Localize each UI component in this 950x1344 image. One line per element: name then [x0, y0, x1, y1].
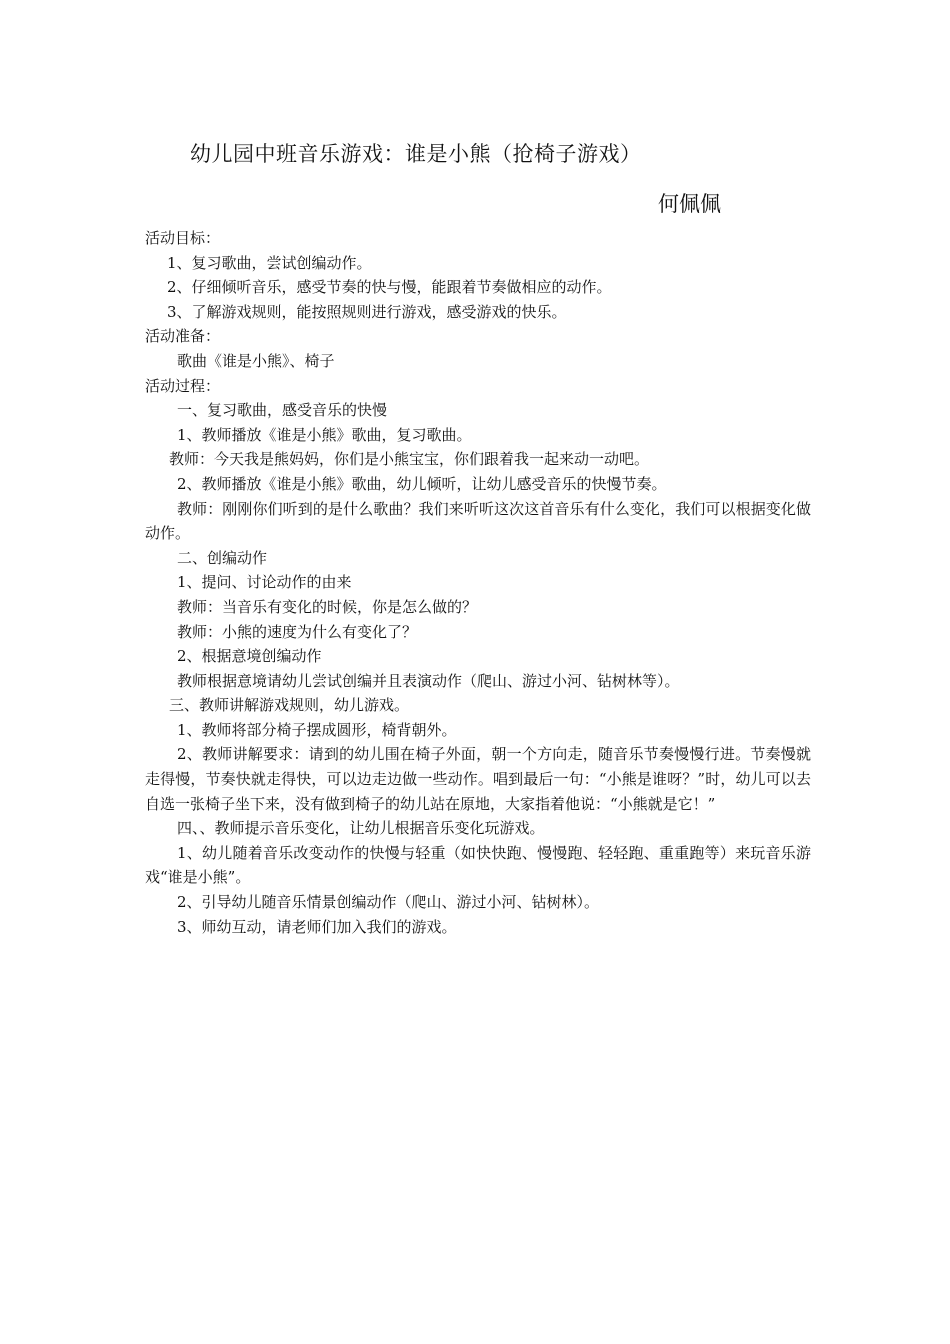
document-author: 何佩佩: [658, 192, 721, 216]
process-item: 1、提问、讨论动作的由来: [177, 573, 352, 592]
process-paragraph: 1、幼儿随着音乐改变动作的快慢与轻重（如快快跑、慢慢跑、轻轻跑、重重跑等）来玩音乐游戏“谁是小熊”。: [145, 843, 811, 887]
process-item: 1、教师播放《谁是小熊》歌曲，复习歌曲。: [177, 425, 472, 444]
process-item: 教师：小熊的速度为什么有变化了？: [177, 622, 418, 641]
process-step-heading: 一、复习歌曲，感受音乐的快慢: [177, 401, 388, 420]
process-step-heading: 三、教师讲解游戏规则，幼儿游戏。: [169, 696, 410, 715]
process-item: 1、教师将部分椅子摆成圆形，椅背朝外。: [177, 720, 457, 739]
goal-item: 1、复习歌曲，尝试创编动作。: [167, 253, 372, 272]
process-item: 3、师幼互动，请老师们加入我们的游戏。: [177, 917, 457, 936]
process-item: 2、教师播放《谁是小熊》歌曲，幼儿倾听，让幼儿感受音乐的快慢节奏。: [177, 474, 667, 493]
section-heading-goals: 活动目标：: [145, 229, 221, 247]
goal-item: 3、了解游戏规则，能按照规则进行游戏，感受游戏的快乐。: [167, 302, 567, 321]
process-item: 2、引导幼儿随音乐情景创编动作（爬山、游过小河、钻树林）。: [177, 893, 600, 912]
process-paragraph: 教师：刚刚你们听到的是什么歌曲？我们来听听这次这首音乐有什么变化，我们可以根据变化做动作。: [145, 499, 811, 543]
process-step-heading: 二、创编动作: [177, 548, 268, 567]
process-paragraph: 2、教师讲解要求：请到的幼儿围在椅子外面，朝一个方向走，随音乐节奏慢慢行进。节奏慢就走得慢，节奏快就走得快，可以边走边做一些动作。唱到最后一句：“小熊是谁呀？”时，幼儿可以去自选一张椅子坐下来，没有做到椅子的幼儿站在原地，大家指着他说：“小熊就是它！”: [145, 745, 811, 813]
goal-item: 2、仔细倾听音乐，感受节奏的快与慢，能跟着节奏做相应的动作。: [167, 278, 612, 297]
process-item: 2、根据意境创编动作: [177, 647, 322, 666]
process-step-heading: 四、、教师提示音乐变化，让幼儿根据音乐变化玩游戏。: [177, 819, 545, 838]
preparation-item: 歌曲《谁是小熊》、椅子: [177, 351, 335, 370]
document-body: [145, 226, 811, 939]
document-title: 幼儿园中班音乐游戏：谁是小熊（抢椅子游戏）: [190, 142, 642, 166]
section-heading-preparation: 活动准备：: [145, 327, 221, 346]
process-item: 教师：当音乐有变化的时候，你是怎么做的？: [177, 597, 478, 616]
process-item: 教师根据意境请幼儿尝试创编并且表演动作（爬山、游过小河、钻树林等）。: [177, 671, 680, 690]
process-item: 教师：今天我是熊妈妈，你们是小熊宝宝，你们跟着我一起来动一动吧。: [169, 450, 650, 469]
section-heading-process: 活动过程：: [145, 376, 221, 395]
